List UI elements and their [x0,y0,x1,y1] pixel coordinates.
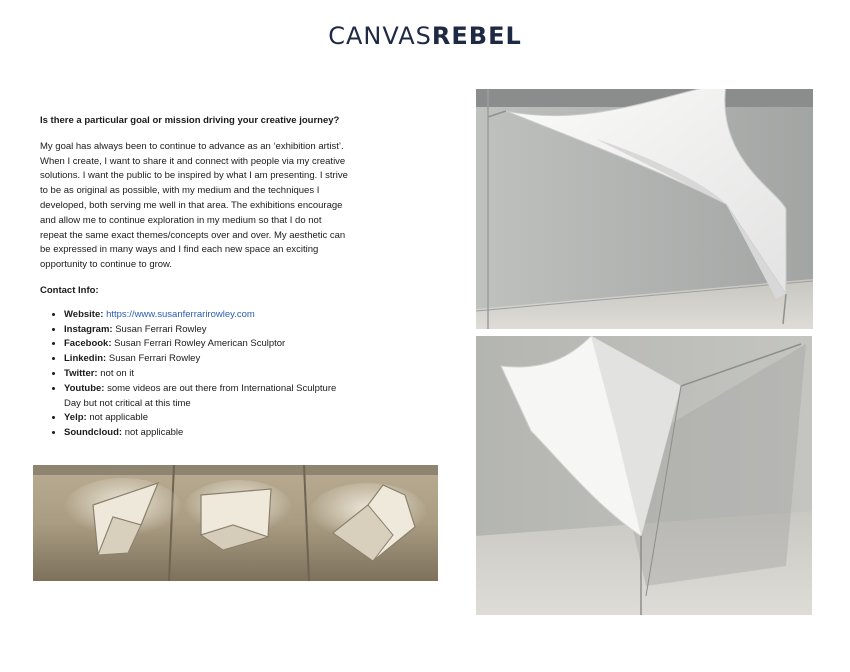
contact-value-youtube: some videos are out there from International Sculpture Day but not critical at this time [64,382,337,409]
article-text [40,114,350,441]
contact-value-yelp: not applicable [89,412,148,424]
contact-label-soundcloud: Soundcloud: [64,427,123,439]
contact-item-soundcloud [64,426,350,441]
sculpture-photo-gallery-bottom [476,336,812,615]
contact-label-instagram: Instagram: [64,323,113,335]
contact-value-linkedin: Susan Ferrari Rowley [108,353,201,365]
logo-light-text: CANVAS [328,22,432,50]
question-heading: Is there a particular goal or mission driving your creative journey? [40,115,340,126]
contact-label-website: Website: [64,308,104,320]
contact-item-youtube [64,382,350,412]
contact-value-facebook: Susan Ferrari Rowley American Sculptor [114,338,286,350]
contact-label-twitter: Twitter: [64,367,98,379]
contact-label-youtube: Youtube: [64,382,105,394]
contact-item-linkedin [64,352,350,367]
contact-value-instagram: Susan Ferrari Rowley [115,323,207,335]
sculpture-photo-gallery-top [476,89,813,329]
sculpture-photo-wall-triptych [33,465,438,581]
contact-item-instagram [64,323,350,338]
contact-item-yelp [64,411,350,426]
contact-label-yelp: Yelp: [64,412,87,424]
contact-value-twitter: not on it [100,367,135,379]
website-link[interactable]: https://www.susanferrarirowley.com [106,308,255,320]
contact-item-twitter [64,367,350,382]
contact-list [40,308,350,441]
contact-item-facebook [64,337,350,352]
canvasrebel-logo[interactable] [0,22,850,50]
contact-item-website [64,308,350,323]
logo-bold-text: REBEL [431,22,522,50]
contact-label-facebook: Facebook: [64,338,112,350]
contact-value-soundcloud: not applicable [124,427,184,439]
answer-paragraph: My goal has always been to continue to advance as an ‘exhibition artist’. When I create, I want to share it and connect with people via my creative solutions. I want the public to be inspired by what I am presenting. I strive to be as original as possible, with my medium and the techniques I developed, both serving me well in that area. The exhibitions encourage and allow me to continue exploration in my medium so that I do not repeat the same exact themes/concepts over and over. My aesthetic can be expressed in many ways and I find each new space an exciting opportunity to continue to grow. [40,140,348,271]
contact-info-label: Contact Info: [40,284,99,296]
contact-label-linkedin: Linkedin: [64,353,107,365]
